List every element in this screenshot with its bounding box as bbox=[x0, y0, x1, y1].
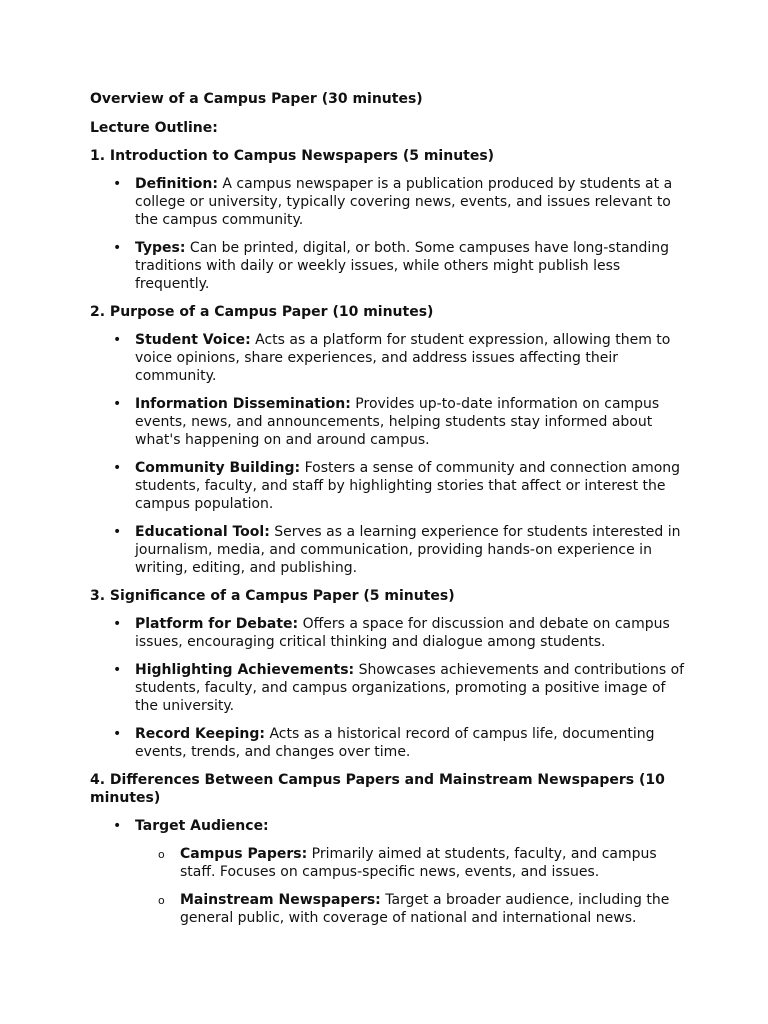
item-term: Types: bbox=[135, 240, 186, 256]
outline-label: Lecture Outline: bbox=[90, 120, 218, 136]
bullet-list bbox=[90, 615, 688, 761]
item-term: Target Audience: bbox=[135, 818, 269, 834]
item-text: Fosters a sense of community and connection among students, faculty, and staff by highlighting stories that affect or interest the campus population. bbox=[135, 460, 681, 512]
list-item bbox=[135, 661, 688, 715]
section-heading: 1. Introduction to Campus Newspapers (5 minutes) bbox=[90, 148, 495, 164]
item-text: Serves as a learning experience for students interested in journalism, media, and communication, providing hands-on experience in writing, editing, and publishing. bbox=[135, 524, 681, 576]
list-item bbox=[135, 239, 688, 293]
item-text: A campus newspaper is a publication produced by students at a college or university, typically covering news, events, and issues relevant to the campus community. bbox=[135, 176, 673, 228]
item-term: Platform for Debate: bbox=[135, 616, 299, 632]
item-term: Educational Tool: bbox=[135, 524, 270, 540]
item-text: Provides up-to-date information on campus events, news, and announcements, helping students stay informed about what's happening on and around campus. bbox=[135, 396, 660, 448]
list-item bbox=[135, 331, 688, 385]
item-term: Student Voice: bbox=[135, 332, 251, 348]
bullet-list bbox=[90, 331, 688, 577]
list-item bbox=[135, 395, 688, 449]
item-term: Record Keeping: bbox=[135, 726, 265, 742]
item-term: Highlighting Achievements: bbox=[135, 662, 355, 678]
list-item bbox=[135, 615, 688, 651]
section-heading: 4. Differences Between Campus Papers and Mainstream Newspapers (10 minutes) bbox=[90, 772, 665, 806]
list-item bbox=[135, 459, 688, 513]
section-heading: 2. Purpose of a Campus Paper (10 minutes) bbox=[90, 304, 434, 320]
item-text: Primarily aimed at students, faculty, and campus staff. Focuses on campus-specific news, events, and issues. bbox=[180, 846, 657, 880]
item-term: Community Building: bbox=[135, 460, 301, 476]
item-term: Information Dissemination: bbox=[135, 396, 351, 412]
bullet-list bbox=[90, 817, 688, 927]
item-text: Offers a space for discussion and debate on campus issues, encouraging critical thinking and dialogue among students. bbox=[135, 616, 670, 650]
sub-list-item bbox=[180, 891, 688, 927]
list-item bbox=[135, 523, 688, 577]
sub-list bbox=[135, 845, 688, 927]
section-heading: 3. Significance of a Campus Paper (5 minutes) bbox=[90, 588, 455, 604]
document-title: Overview of a Campus Paper (30 minutes) bbox=[90, 91, 423, 107]
bullet-list bbox=[90, 175, 688, 293]
item-text: Target a broader audience, including the general public, with coverage of national and international news. bbox=[180, 892, 670, 926]
list-item bbox=[135, 175, 688, 229]
sub-list-item bbox=[180, 845, 688, 881]
list-item bbox=[135, 725, 688, 761]
item-text: Showcases achievements and contributions of students, faculty, and campus organizations, promoting a positive image of the university. bbox=[135, 662, 685, 714]
list-item bbox=[135, 817, 688, 927]
item-term: Campus Papers: bbox=[180, 846, 308, 862]
item-term: Mainstream Newspapers: bbox=[180, 892, 381, 908]
item-term: Definition: bbox=[135, 176, 218, 192]
item-text: Acts as a platform for student expression, allowing them to voice opinions, share experiences, and address issues affecting their community. bbox=[135, 332, 671, 384]
item-text: Acts as a historical record of campus life, documenting events, trends, and changes over time. bbox=[135, 726, 655, 760]
item-text: Can be printed, digital, or both. Some campuses have long-standing traditions with daily or weekly issues, while others might publish less frequently. bbox=[135, 240, 670, 292]
